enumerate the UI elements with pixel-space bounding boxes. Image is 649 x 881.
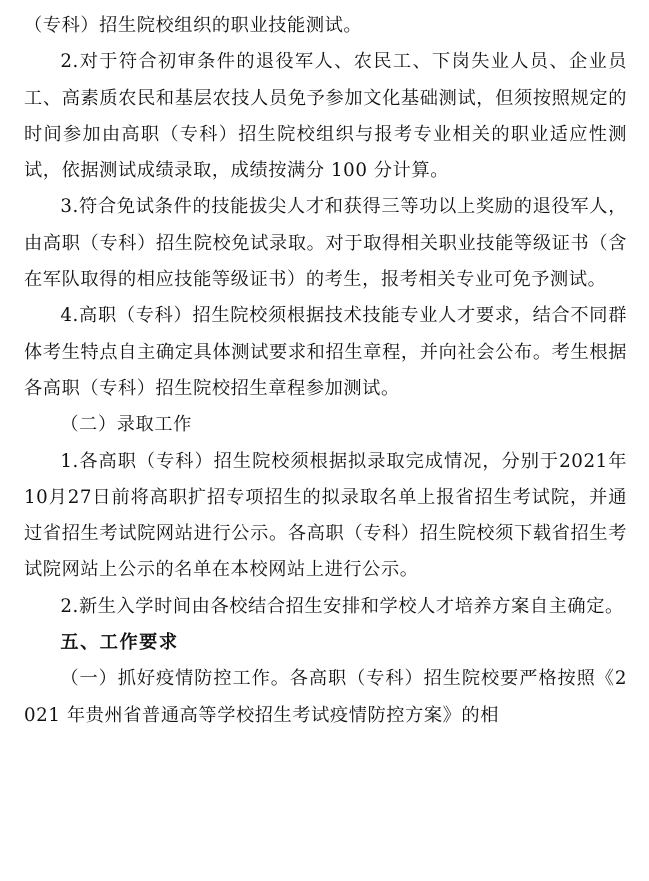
paragraph-epidemic-control: （一）抓好疫情防控工作。各高职（专科）招生院校要严格按照《2021 年贵州省普通高等学校招生考试疫情防控方案》的相 — [24, 668, 627, 726]
paragraph-admission-2: 2.新生入学时间由各校结合招生安排和学校人才培养方案自主确定。 — [60, 595, 624, 617]
subheading-admission: （二）录取工作 — [60, 414, 192, 436]
section-heading-work-requirements: 五、工作要求 — [60, 632, 179, 654]
paragraph-continuation: （专科）招生院校组织的职业技能测试。 — [24, 15, 363, 36]
paragraph-item-4: 4.高职（专科）招生院校须根据技术技能专业人才要求，结合不同群体考生特点自主确定具体测试要求和招生章程，并向社会公布。考生根据各高职（专科）招生院校招生章程参加测试。 — [24, 305, 627, 399]
paragraph-item-3: 3.符合免试条件的技能拔尖人才和获得三等功以上奖励的退役军人，由高职（专科）招生院校免试录取。对于取得相关职业技能等级证书（含在军队取得的相应技能等级证书）的考生，报考相关专业可免予测试。 — [24, 196, 627, 291]
paragraph-item-2: 2.对于符合初审条件的退役军人、农民工、下岗失业人员、企业员工、高素质农民和基层农技人员免予参加文化基础测试，但须按照规定的时间参加由高职（专科）招生院校组织与报考专业相关的职业适应性测试，依据测试成绩录取，成绩按满分 100 分计算。 — [24, 51, 627, 182]
paragraph-admission-1: 1.各高职（专科）招生院校须根据拟录取完成情况，分别于2021年10月27日前将高职扩招专项招生的拟录取名单上报省招生考试院，并通过省招生考试院网站进行公示。各高职（专科）招生院校须下载省招生考试院网站上公示的名单在本校网站上进行公示。 — [24, 450, 627, 581]
